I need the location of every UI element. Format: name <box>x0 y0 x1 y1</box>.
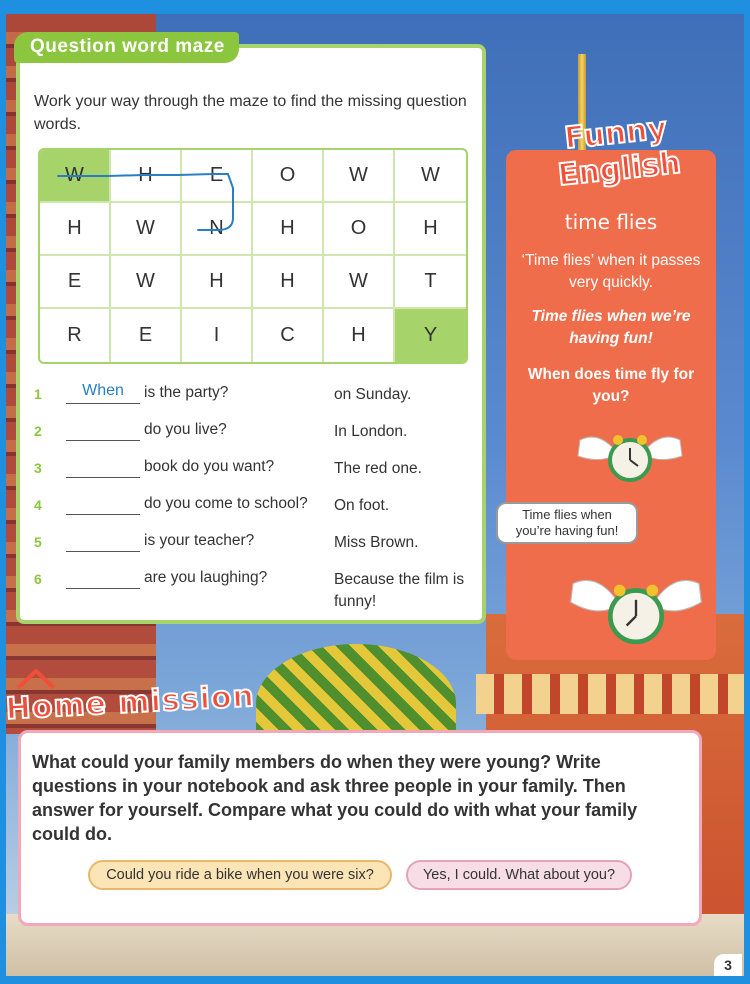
question-text: do you come to school? <box>144 495 308 512</box>
maze-cell: N <box>182 203 253 256</box>
question-reply: on Sunday. <box>334 386 412 403</box>
page-number: 3 <box>714 954 742 976</box>
maze-cell: H <box>253 203 324 256</box>
maze-cell: E <box>111 309 182 362</box>
funny-english-definition: ‘Time flies’ when it passes very quickly. <box>521 252 701 291</box>
answer-blank[interactable] <box>66 567 140 589</box>
question-row <box>34 563 474 610</box>
maze-cell: E <box>182 150 253 203</box>
answer-blank[interactable]: When <box>66 382 140 404</box>
speech-bubble-answer: Yes, I could. What about you? <box>406 860 632 890</box>
maze-cell: W <box>324 150 395 203</box>
speech-bubble-time-flies: Time flies when you’re having fun! <box>496 502 638 544</box>
background-tower-band <box>476 674 744 714</box>
maze-cell: H <box>324 309 395 362</box>
maze-cell: R <box>40 309 111 362</box>
question-number: 1 <box>34 386 42 402</box>
answer-blank[interactable] <box>66 456 140 478</box>
question-row <box>34 378 474 415</box>
question-number: 6 <box>34 571 42 587</box>
maze-cell: W <box>324 256 395 309</box>
maze-cell: H <box>182 256 253 309</box>
funny-english-title-line2: English <box>556 145 683 194</box>
answer-blank[interactable] <box>66 419 140 441</box>
speech-bubble-question: Could you ride a bike when you were six? <box>88 860 392 890</box>
question-number: 2 <box>34 423 42 439</box>
maze-cell: H <box>40 203 111 256</box>
question-list <box>34 378 474 610</box>
maze-section-tag: Question word maze <box>14 32 239 63</box>
question-number: 3 <box>34 460 42 476</box>
home-mission-title: Home mission <box>4 678 256 727</box>
question-text: are you laughing? <box>144 569 268 586</box>
maze-cell: T <box>395 256 466 309</box>
flying-clock-icon <box>570 420 690 490</box>
maze-cell: H <box>395 203 466 256</box>
maze-cell: H <box>111 150 182 203</box>
question-reply: The red one. <box>334 460 422 477</box>
maze-cell: O <box>324 203 395 256</box>
maze-cell: Y <box>395 309 466 362</box>
question-text: is your teacher? <box>144 532 255 549</box>
question-text: book do you want? <box>144 458 275 475</box>
question-reply: In London. <box>334 423 408 440</box>
maze-cell: C <box>253 309 324 362</box>
maze-cell: I <box>182 309 253 362</box>
question-reply: Miss Brown. <box>334 534 419 551</box>
question-row <box>34 489 474 526</box>
question-row <box>34 452 474 489</box>
question-number: 4 <box>34 497 42 513</box>
flying-clock-icon <box>566 566 706 650</box>
maze-instruction: Work your way through the maze to find the missing question words. <box>34 93 467 133</box>
maze-cell: H <box>253 256 324 309</box>
funny-english-question: When does time fly for you? <box>527 366 695 405</box>
funny-english-example: Time flies when we’re having fun! <box>531 308 691 347</box>
question-text: is the party? <box>144 384 229 401</box>
maze-cell: W <box>111 203 182 256</box>
roof-icon <box>16 668 56 690</box>
maze-panel <box>16 44 486 624</box>
question-row <box>34 415 474 452</box>
question-reply: On foot. <box>334 497 390 514</box>
question-row <box>34 526 474 563</box>
maze-cell: E <box>40 256 111 309</box>
question-number: 5 <box>34 534 42 550</box>
question-reply: Because the film is funny! <box>334 571 465 610</box>
maze-cell: O <box>253 150 324 203</box>
funny-english-title-line1: Funny <box>562 110 669 157</box>
maze-cell: W <box>111 256 182 309</box>
maze-cell: W <box>395 150 466 203</box>
question-text: do you live? <box>144 421 227 438</box>
answer-blank[interactable] <box>66 493 140 515</box>
answer-blank[interactable] <box>66 530 140 552</box>
maze-grid <box>38 148 468 364</box>
funny-english-subtitle: time flies <box>564 210 658 234</box>
home-mission-instructions: What could your family members do when they were young? Write questions in your notebook and ask three people in your family. Then answer for yourself. Compare what you could do with what your family could do. <box>32 752 638 844</box>
maze-cell: W <box>40 150 111 203</box>
